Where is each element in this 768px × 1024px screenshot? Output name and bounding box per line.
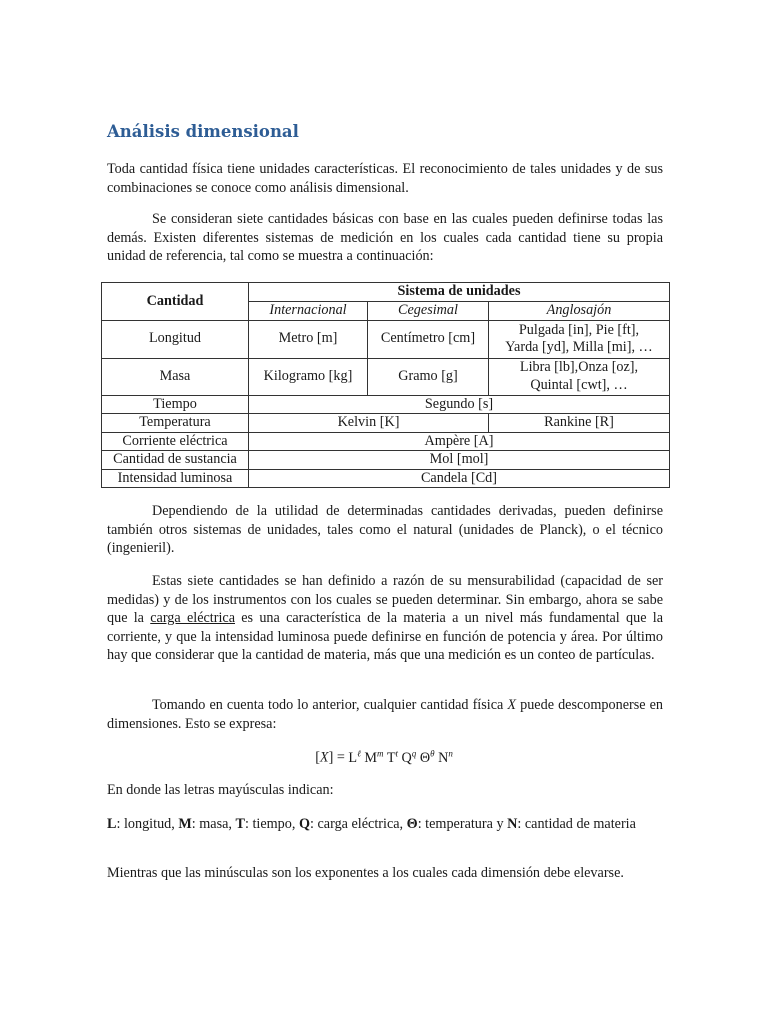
table-row xyxy=(102,395,670,414)
row-name: Temperatura xyxy=(102,414,249,433)
term-base: N xyxy=(438,749,449,766)
legend-key: M xyxy=(178,816,192,832)
header-anglo: Anglosajón xyxy=(489,301,670,320)
cell-si-cgs: Kelvin [K] xyxy=(249,414,489,433)
legend-key: T xyxy=(235,816,245,832)
header-quantity: Cantidad xyxy=(102,283,249,321)
text-span: Estas siete cantidades se han definido a razón de su mensurabilidad (capacidad de ser medidas) y de los instrumentos con los cuales se pueden determinar. Sin embargo, ahora se sabe que la xyxy=(107,573,663,626)
link-carga-electrica[interactable]: carga eléctrica xyxy=(150,610,235,626)
text-span: Tomando en cuenta todo lo anterior, cualquier cantidad física xyxy=(152,697,508,713)
formula-variable: X xyxy=(319,749,329,766)
cell-all-systems: Ampère [A] xyxy=(249,432,670,451)
paragraph-intro: Toda cantidad física tiene unidades características. El reconocimiento de tales unidades y de sus combinaciones se conoce como análisis dimensional. xyxy=(107,161,663,196)
legend-text: : carga eléctrica, xyxy=(310,816,407,832)
formula-bracket: [ xyxy=(315,749,320,766)
text-span: es una característica de la materia a un nivel más fundamental que la corriente, y que la intensidad luminosa puede definirse en función de potencia y área. Por último hay que considerar que la cantidad de materia, más que una medición es un conteo de partículas. xyxy=(107,610,663,663)
table-row xyxy=(102,451,670,470)
text-span: puede descomponerse en dimensiones. Esto se expresa: xyxy=(107,697,663,732)
table-row xyxy=(102,320,670,358)
formula-term xyxy=(438,750,453,766)
table-row xyxy=(102,414,670,433)
paragraph-other-systems: Dependiendo de la utilidad de determinadas cantidades derivadas, pueden definirse también otros sistemas de unidades, tales como el natural (unidades de Planck), o el técnico (ingenieril). xyxy=(107,503,663,556)
paragraph-decomposition xyxy=(107,696,663,733)
dimension-formula xyxy=(0,748,768,767)
cell-anglo-line: Yarda [yd], Milla [mi], … xyxy=(505,339,653,355)
legend-text: : tiempo, xyxy=(244,816,299,832)
cell-si: Kilogramo [kg] xyxy=(249,358,368,395)
paragraph-legend xyxy=(107,815,663,834)
paragraph-exponents: Mientras que las minúsculas son los exponentes a los cuales cada dimensión debe elevarse. xyxy=(107,865,624,881)
formula-equals: ] = xyxy=(328,749,349,766)
legend-key: L xyxy=(107,816,117,832)
term-exponent: q xyxy=(411,748,417,758)
header-system: Sistema de unidades xyxy=(249,283,670,302)
cell-anglo xyxy=(489,358,670,395)
cell-si: Metro [m] xyxy=(249,320,368,358)
row-name: Masa xyxy=(102,358,249,395)
row-name: Tiempo xyxy=(102,395,249,414)
cell-cgs: Gramo [g] xyxy=(368,358,489,395)
cell-cgs: Centímetro [cm] xyxy=(368,320,489,358)
paragraph-legend-intro: En donde las letras mayúsculas indican: xyxy=(107,782,334,798)
term-exponent: n xyxy=(448,748,453,758)
term-base: L xyxy=(348,749,358,766)
legend-key: N xyxy=(507,816,518,832)
units-table xyxy=(101,282,670,488)
legend-text: : longitud, xyxy=(116,816,179,832)
variable-x: X xyxy=(507,697,517,713)
cell-anglo xyxy=(489,320,670,358)
paragraph-measurability xyxy=(107,572,663,665)
cell-anglo-line: Quintal [cwt], … xyxy=(530,376,628,393)
legend-text: : temperatura y xyxy=(417,816,508,832)
formula-term xyxy=(364,750,383,766)
term-base: Θ xyxy=(419,749,431,766)
formula-term xyxy=(420,750,435,766)
term-base: T xyxy=(386,749,396,766)
cell-all-systems: Mol [mol] xyxy=(249,451,670,470)
term-base: M xyxy=(364,749,378,766)
table-row xyxy=(102,469,670,488)
header-cgs: Cegesimal xyxy=(368,301,489,320)
cell-all-systems: Candela [Cd] xyxy=(249,469,670,488)
legend-key: Θ xyxy=(406,816,418,832)
legend-text: : masa, xyxy=(191,816,236,832)
cell-anglo-line: Libra [lb],Onza [oz], xyxy=(519,359,639,375)
paragraph-basic-quantities: Se consideran siete cantidades básicas con base en las cuales pueden definirse todas las demás. Existen diferentes sistemas de medición en los cuales cada cantidad tiene su propia unidad de referencia, tal como se muestra a continuación: xyxy=(107,211,663,264)
formula-term xyxy=(387,750,398,766)
term-exponent: θ xyxy=(430,748,435,758)
term-exponent: t xyxy=(395,748,398,758)
cell-all-systems: Segundo [s] xyxy=(249,395,670,414)
term-exponent: ℓ xyxy=(357,748,361,758)
row-name: Cantidad de sustancia xyxy=(102,451,249,470)
legend-key: Q xyxy=(298,816,311,832)
formula-term xyxy=(402,750,417,766)
formula-term xyxy=(348,750,360,766)
cell-anglo-line: Pulgada [in], Pie [ft], xyxy=(518,321,640,338)
row-name: Corriente eléctrica xyxy=(102,432,249,451)
header-international: Internacional xyxy=(249,301,368,320)
page-title: Análisis dimensional xyxy=(107,122,299,141)
legend-text: : cantidad de materia xyxy=(517,816,636,832)
row-name: Longitud xyxy=(102,320,249,358)
term-exponent: m xyxy=(377,748,384,758)
term-base: Q xyxy=(401,749,412,766)
cell-anglo: Rankine [R] xyxy=(489,414,670,433)
table-row xyxy=(102,432,670,451)
table-row xyxy=(102,358,670,395)
row-name: Intensidad luminosa xyxy=(102,469,249,488)
